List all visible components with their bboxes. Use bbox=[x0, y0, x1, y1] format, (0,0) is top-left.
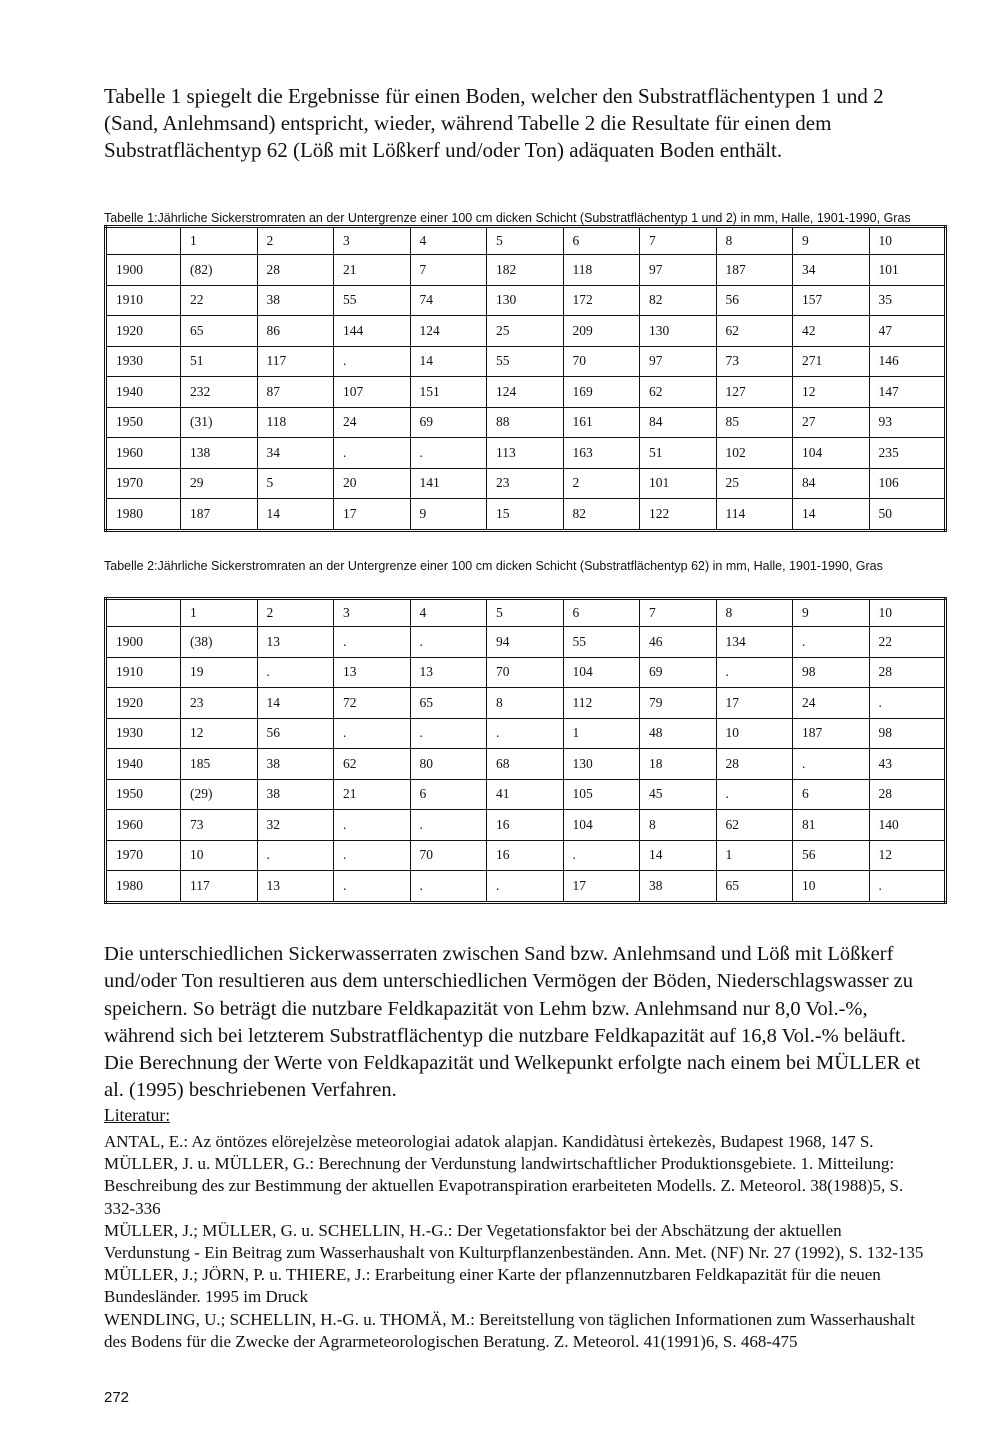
value-cell: 22 bbox=[869, 627, 946, 658]
value-cell: . bbox=[410, 627, 487, 658]
decade-label-cell: 1950 bbox=[106, 779, 181, 810]
value-cell: 21 bbox=[334, 255, 411, 286]
value-cell: 62 bbox=[640, 377, 717, 408]
value-cell: . bbox=[793, 627, 870, 658]
value-cell: 232 bbox=[181, 377, 258, 408]
value-cell: 34 bbox=[793, 255, 870, 286]
value-cell: 86 bbox=[257, 316, 334, 347]
value-cell: 5 bbox=[257, 468, 334, 499]
value-cell: 51 bbox=[181, 346, 258, 377]
value-cell: 1 bbox=[716, 840, 793, 871]
table-row bbox=[106, 627, 946, 658]
value-cell: 17 bbox=[334, 499, 411, 531]
column-header-cell: 3 bbox=[334, 599, 411, 627]
value-cell: . bbox=[793, 749, 870, 780]
column-header-cell: 5 bbox=[487, 599, 564, 627]
value-cell: 69 bbox=[640, 657, 717, 688]
value-cell: 34 bbox=[257, 438, 334, 469]
value-cell: 97 bbox=[640, 255, 717, 286]
value-cell: 50 bbox=[869, 499, 946, 531]
value-cell: 172 bbox=[563, 285, 640, 316]
value-cell: 161 bbox=[563, 407, 640, 438]
value-cell: 81 bbox=[793, 810, 870, 841]
value-cell: 187 bbox=[716, 255, 793, 286]
value-cell: (38) bbox=[181, 627, 258, 658]
value-cell: 1 bbox=[563, 718, 640, 749]
value-cell: . bbox=[334, 810, 411, 841]
decade-label-cell: 1900 bbox=[106, 255, 181, 286]
value-cell: 14 bbox=[793, 499, 870, 531]
reference-item: MÜLLER, J.; MÜLLER, G. u. SCHELLIN, H.-G.: Der Vegetationsfaktor bei der Abschätzung der aktuellen Verdunstung - Ein Beitrag zum Wasserhaushalt von Kulturpflanzenbeständen. Ann. Met. (NF) Nr. 27 (1992), S. 132-135 bbox=[104, 1220, 924, 1263]
table-row bbox=[106, 438, 946, 469]
value-cell: 69 bbox=[410, 407, 487, 438]
value-cell: . bbox=[334, 718, 411, 749]
value-cell: 35 bbox=[869, 285, 946, 316]
value-cell: . bbox=[334, 871, 411, 903]
table-row bbox=[106, 840, 946, 871]
table-row bbox=[106, 285, 946, 316]
table-row bbox=[106, 468, 946, 499]
table-row bbox=[106, 346, 946, 377]
value-cell: 130 bbox=[563, 749, 640, 780]
value-cell: 28 bbox=[257, 255, 334, 286]
value-cell: 14 bbox=[640, 840, 717, 871]
value-cell: 13 bbox=[334, 657, 411, 688]
value-cell: 51 bbox=[640, 438, 717, 469]
value-cell: 10 bbox=[716, 718, 793, 749]
table-row bbox=[106, 688, 946, 719]
value-cell: 62 bbox=[334, 749, 411, 780]
value-cell: . bbox=[716, 657, 793, 688]
literature-heading: Literatur: bbox=[104, 1105, 171, 1125]
table-row bbox=[106, 718, 946, 749]
value-cell: 163 bbox=[563, 438, 640, 469]
table-row bbox=[106, 255, 946, 286]
value-cell: 112 bbox=[563, 688, 640, 719]
value-cell: 55 bbox=[334, 285, 411, 316]
value-cell: 130 bbox=[487, 285, 564, 316]
table-row bbox=[106, 871, 946, 903]
value-cell: . bbox=[487, 718, 564, 749]
value-cell: 6 bbox=[410, 779, 487, 810]
value-cell: 8 bbox=[487, 688, 564, 719]
value-cell: 185 bbox=[181, 749, 258, 780]
value-cell: . bbox=[716, 779, 793, 810]
value-cell: . bbox=[410, 718, 487, 749]
table-row bbox=[106, 407, 946, 438]
value-cell: 27 bbox=[793, 407, 870, 438]
value-cell: 24 bbox=[334, 407, 411, 438]
column-header-cell: 10 bbox=[869, 227, 946, 255]
decade-label-cell: 1950 bbox=[106, 407, 181, 438]
column-header-cell: 6 bbox=[563, 599, 640, 627]
value-cell: (82) bbox=[181, 255, 258, 286]
value-cell: 141 bbox=[410, 468, 487, 499]
value-cell: 82 bbox=[640, 285, 717, 316]
value-cell: . bbox=[410, 810, 487, 841]
value-cell: 114 bbox=[716, 499, 793, 531]
intro-paragraph: Tabelle 1 spiegelt die Ergebnisse für einen Boden, welcher den Substratflächentypen 1 und 2 (Sand, Anlehmsand) entspricht, wieder, während Tabelle 2 die Resultate für einen dem Substratflächentyp 62 (Löß mit Lößkerf und/oder Ton) adäquaten Boden enthält. bbox=[104, 84, 884, 162]
decade-label-cell: 1980 bbox=[106, 871, 181, 903]
value-cell: 12 bbox=[793, 377, 870, 408]
decade-label-cell: 1980 bbox=[106, 499, 181, 531]
value-cell: 17 bbox=[716, 688, 793, 719]
value-cell: 107 bbox=[334, 377, 411, 408]
value-cell: 56 bbox=[793, 840, 870, 871]
value-cell: 32 bbox=[257, 810, 334, 841]
table1-caption: Tabelle 1:Jährliche Sickerstromraten an der Untergrenze einer 100 cm dicken Schicht (Substratflächentyp 1 und 2) in mm, Halle, 1901-1990, Gras bbox=[104, 211, 911, 225]
value-cell: 28 bbox=[869, 657, 946, 688]
value-cell: 73 bbox=[181, 810, 258, 841]
value-cell: 105 bbox=[563, 779, 640, 810]
value-cell: 9 bbox=[410, 499, 487, 531]
value-cell: 56 bbox=[716, 285, 793, 316]
value-cell: 94 bbox=[487, 627, 564, 658]
value-cell: 87 bbox=[257, 377, 334, 408]
value-cell: . bbox=[869, 688, 946, 719]
value-cell: (29) bbox=[181, 779, 258, 810]
value-cell: 84 bbox=[793, 468, 870, 499]
value-cell: 6 bbox=[793, 779, 870, 810]
value-cell: 138 bbox=[181, 438, 258, 469]
value-cell: 10 bbox=[793, 871, 870, 903]
reference-item: WENDLING, U.; SCHELLIN, H.-G. u. THOMÄ, M.: Bereitstellung von täglichen Informationen zum Wasserhaushalt des Bodens für die Zwecke der Agrarmeteorologischen Beratung. Z. Meteorol. 41(1991)6, S. 468-475 bbox=[104, 1309, 916, 1351]
value-cell: 19 bbox=[181, 657, 258, 688]
table-row bbox=[106, 316, 946, 347]
value-cell: 104 bbox=[563, 657, 640, 688]
column-header-cell: 9 bbox=[793, 599, 870, 627]
table-row bbox=[106, 779, 946, 810]
reference-list bbox=[104, 1131, 924, 1353]
value-cell: 70 bbox=[410, 840, 487, 871]
value-cell: 85 bbox=[716, 407, 793, 438]
value-cell: 13 bbox=[257, 871, 334, 903]
value-cell: 117 bbox=[257, 346, 334, 377]
value-cell: 65 bbox=[181, 316, 258, 347]
value-cell: 93 bbox=[869, 407, 946, 438]
table-row bbox=[106, 377, 946, 408]
table1 bbox=[104, 225, 947, 532]
value-cell: . bbox=[334, 346, 411, 377]
value-cell: 25 bbox=[487, 316, 564, 347]
reference-item: MÜLLER, J. u. MÜLLER, G.: Berechnung der Verdunstung landwirtschaftlicher Produktionsgebiete. 1. Mitteilung: Beschreibung des zur Bestimmung der aktuellen Evapotranspiration erarbeiteten Modells. Z. Meteorol. 38(1988)5, S. 332-336 bbox=[104, 1154, 904, 1218]
table-row bbox=[106, 657, 946, 688]
value-cell: 21 bbox=[334, 779, 411, 810]
value-cell: 46 bbox=[640, 627, 717, 658]
column-header-cell: 2 bbox=[257, 227, 334, 255]
column-header-cell: 2 bbox=[257, 599, 334, 627]
value-cell: 98 bbox=[869, 718, 946, 749]
value-cell: 25 bbox=[716, 468, 793, 499]
body-paragraph: Die unterschiedlichen Sickerwasserraten zwischen Sand bzw. Anlehmsand und Löß mit Lößkerf und/oder Ton resultieren aus dem unterschiedlichen Vermögen der Böden, Niederschlagswasser zu speichern. So beträgt die nutzbare Feldkapazität von Lehm bzw. Anlehmsand nur 8,0 Vol.-%, während sich bei letzterem Substratflächentyp die nutzbare Feldkapazität auf 16,8 Vol.-% beläuft. Die Berechnung der Werte von Feldkapazität und Welkepunkt erfolgte nach einem bei MÜLLER et al. (1995) beschriebenen Verfahren. bbox=[104, 943, 921, 1102]
value-cell: 102 bbox=[716, 438, 793, 469]
table-row bbox=[106, 810, 946, 841]
value-cell: 140 bbox=[869, 810, 946, 841]
page-number: 272 bbox=[104, 1389, 130, 1406]
column-header-cell: 8 bbox=[716, 599, 793, 627]
value-cell: 22 bbox=[181, 285, 258, 316]
value-cell: 16 bbox=[487, 810, 564, 841]
column-header-cell: 5 bbox=[487, 227, 564, 255]
value-cell: 88 bbox=[487, 407, 564, 438]
value-cell: 13 bbox=[410, 657, 487, 688]
value-cell: 97 bbox=[640, 346, 717, 377]
value-cell: 65 bbox=[716, 871, 793, 903]
value-cell: 209 bbox=[563, 316, 640, 347]
value-cell: 124 bbox=[410, 316, 487, 347]
value-cell: 106 bbox=[869, 468, 946, 499]
value-cell: 14 bbox=[410, 346, 487, 377]
value-cell: 55 bbox=[563, 627, 640, 658]
value-cell: . bbox=[563, 840, 640, 871]
value-cell: 187 bbox=[793, 718, 870, 749]
value-cell: . bbox=[410, 438, 487, 469]
value-cell: 17 bbox=[563, 871, 640, 903]
value-cell: 45 bbox=[640, 779, 717, 810]
value-cell: 169 bbox=[563, 377, 640, 408]
value-cell: 146 bbox=[869, 346, 946, 377]
value-cell: 7 bbox=[410, 255, 487, 286]
value-cell: 147 bbox=[869, 377, 946, 408]
value-cell: 124 bbox=[487, 377, 564, 408]
value-cell: 127 bbox=[716, 377, 793, 408]
value-cell: 10 bbox=[181, 840, 258, 871]
table-row bbox=[106, 499, 946, 531]
value-cell: 68 bbox=[487, 749, 564, 780]
value-cell: 43 bbox=[869, 749, 946, 780]
value-cell: 28 bbox=[716, 749, 793, 780]
decade-label-cell: 1930 bbox=[106, 718, 181, 749]
value-cell: 2 bbox=[563, 468, 640, 499]
column-header-cell: 9 bbox=[793, 227, 870, 255]
value-cell: 38 bbox=[257, 749, 334, 780]
value-cell: (31) bbox=[181, 407, 258, 438]
value-cell: 122 bbox=[640, 499, 717, 531]
value-cell: 187 bbox=[181, 499, 258, 531]
decade-label-cell: 1940 bbox=[106, 749, 181, 780]
value-cell: 8 bbox=[640, 810, 717, 841]
value-cell: 104 bbox=[793, 438, 870, 469]
decade-label-cell: 1920 bbox=[106, 688, 181, 719]
value-cell: 14 bbox=[257, 688, 334, 719]
value-cell: . bbox=[334, 438, 411, 469]
value-cell: 130 bbox=[640, 316, 717, 347]
column-header-cell: 6 bbox=[563, 227, 640, 255]
column-header-cell: 8 bbox=[716, 227, 793, 255]
value-cell: 144 bbox=[334, 316, 411, 347]
value-cell: 74 bbox=[410, 285, 487, 316]
reference-item: MÜLLER, J.; JÖRN, P. u. THIERE, J.: Erarbeitung einer Karte der pflanzennutzbaren Feldkapazität für die neuen Bundesländer. 1995 im Druck bbox=[104, 1265, 881, 1307]
value-cell: 72 bbox=[334, 688, 411, 719]
value-cell: 113 bbox=[487, 438, 564, 469]
decade-label-cell: 1970 bbox=[106, 840, 181, 871]
value-cell: 84 bbox=[640, 407, 717, 438]
value-cell: 38 bbox=[257, 285, 334, 316]
column-header-cell: 10 bbox=[869, 599, 946, 627]
value-cell: 12 bbox=[181, 718, 258, 749]
value-cell: 41 bbox=[487, 779, 564, 810]
value-cell: 98 bbox=[793, 657, 870, 688]
value-cell: 62 bbox=[716, 316, 793, 347]
value-cell: . bbox=[334, 840, 411, 871]
value-cell: 151 bbox=[410, 377, 487, 408]
reference-item: ANTAL, E.: Az öntözes elörejelzèse meteorologiai adatok alapjan. Kandidàtusi èrtekezès, Budapest 1968, 147 S. bbox=[104, 1132, 874, 1151]
value-cell: 13 bbox=[257, 627, 334, 658]
column-header-cell: 3 bbox=[334, 227, 411, 255]
value-cell: 62 bbox=[716, 810, 793, 841]
decade-label-cell: 1900 bbox=[106, 627, 181, 658]
value-cell: 101 bbox=[640, 468, 717, 499]
decade-label-cell: 1920 bbox=[106, 316, 181, 347]
value-cell: 70 bbox=[563, 346, 640, 377]
value-cell: 28 bbox=[869, 779, 946, 810]
header-corner-cell bbox=[106, 599, 181, 627]
decade-label-cell: 1930 bbox=[106, 346, 181, 377]
value-cell: 118 bbox=[257, 407, 334, 438]
value-cell: 82 bbox=[563, 499, 640, 531]
value-cell: . bbox=[487, 871, 564, 903]
column-header-cell: 1 bbox=[181, 227, 258, 255]
value-cell: 14 bbox=[257, 499, 334, 531]
decade-label-cell: 1960 bbox=[106, 438, 181, 469]
decade-label-cell: 1940 bbox=[106, 377, 181, 408]
column-header-cell: 7 bbox=[640, 599, 717, 627]
value-cell: 15 bbox=[487, 499, 564, 531]
value-cell: 12 bbox=[869, 840, 946, 871]
table-header-row bbox=[106, 599, 946, 627]
value-cell: 79 bbox=[640, 688, 717, 719]
value-cell: 271 bbox=[793, 346, 870, 377]
value-cell: 56 bbox=[257, 718, 334, 749]
value-cell: 117 bbox=[181, 871, 258, 903]
value-cell: 47 bbox=[869, 316, 946, 347]
table2 bbox=[104, 597, 947, 904]
column-header-cell: 4 bbox=[410, 227, 487, 255]
value-cell: 134 bbox=[716, 627, 793, 658]
value-cell: . bbox=[257, 840, 334, 871]
value-cell: 20 bbox=[334, 468, 411, 499]
value-cell: 48 bbox=[640, 718, 717, 749]
value-cell: 38 bbox=[257, 779, 334, 810]
value-cell: . bbox=[410, 871, 487, 903]
value-cell: 235 bbox=[869, 438, 946, 469]
value-cell: 38 bbox=[640, 871, 717, 903]
value-cell: 16 bbox=[487, 840, 564, 871]
value-cell: 118 bbox=[563, 255, 640, 286]
value-cell: 23 bbox=[487, 468, 564, 499]
value-cell: 42 bbox=[793, 316, 870, 347]
table2-caption: Tabelle 2:Jährliche Sickerstromraten an der Untergrenze einer 100 cm dicken Schicht (Substratflächentyp 62) in mm, Halle, 1901-1990, Gras bbox=[104, 559, 883, 573]
decade-label-cell: 1960 bbox=[106, 810, 181, 841]
value-cell: 73 bbox=[716, 346, 793, 377]
column-header-cell: 1 bbox=[181, 599, 258, 627]
value-cell: 65 bbox=[410, 688, 487, 719]
value-cell: 70 bbox=[487, 657, 564, 688]
decade-label-cell: 1910 bbox=[106, 285, 181, 316]
value-cell: 18 bbox=[640, 749, 717, 780]
value-cell: . bbox=[257, 657, 334, 688]
value-cell: 80 bbox=[410, 749, 487, 780]
value-cell: 182 bbox=[487, 255, 564, 286]
header-corner-cell bbox=[106, 227, 181, 255]
column-header-cell: 7 bbox=[640, 227, 717, 255]
value-cell: 29 bbox=[181, 468, 258, 499]
value-cell: . bbox=[334, 627, 411, 658]
table-header-row bbox=[106, 227, 946, 255]
value-cell: 23 bbox=[181, 688, 258, 719]
value-cell: 55 bbox=[487, 346, 564, 377]
column-header-cell: 4 bbox=[410, 599, 487, 627]
value-cell: 157 bbox=[793, 285, 870, 316]
value-cell: 24 bbox=[793, 688, 870, 719]
table-row bbox=[106, 749, 946, 780]
value-cell: . bbox=[869, 871, 946, 903]
decade-label-cell: 1970 bbox=[106, 468, 181, 499]
decade-label-cell: 1910 bbox=[106, 657, 181, 688]
value-cell: 101 bbox=[869, 255, 946, 286]
value-cell: 104 bbox=[563, 810, 640, 841]
